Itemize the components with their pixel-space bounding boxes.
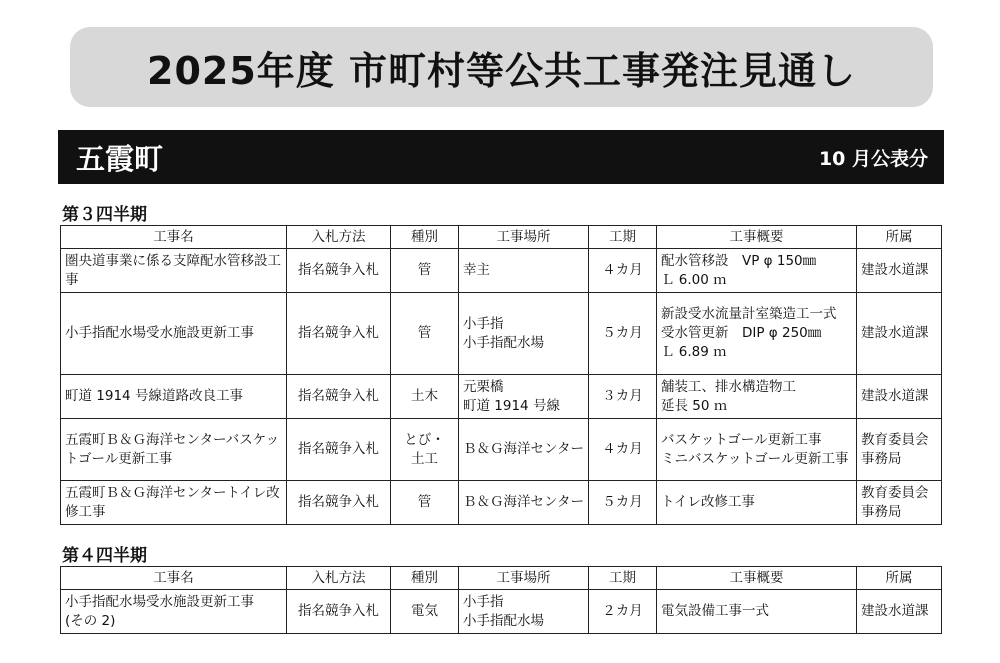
table-row	[61, 375, 942, 419]
work-place-cell: 小手指 小手指配水場	[459, 590, 589, 634]
work-place-cell: 元栗橋 町道 1914 号線	[459, 375, 589, 419]
work-name-cell: 五霞町Ｂ＆Ｇ海洋センターバスケットゴール更新工事	[61, 419, 287, 481]
summary-cell: 配水管移設 VP φ 150㎜ Ｌ 6.00 ｍ	[657, 249, 857, 293]
table-q4	[60, 566, 942, 634]
header-cell: 種別	[391, 567, 459, 590]
header-cell: 工事場所	[459, 226, 589, 249]
header-cell: 種別	[391, 226, 459, 249]
period-cell: ２カ月	[589, 590, 657, 634]
header-cell: 工事場所	[459, 567, 589, 590]
town-header-bar	[58, 130, 944, 184]
header-cell: 所属	[857, 567, 942, 590]
table-row	[61, 481, 942, 525]
department-cell: 教育委員会事務局	[857, 419, 942, 481]
section-label-q4: 第４四半期	[62, 546, 147, 566]
section-label-q3: 第３四半期	[62, 205, 147, 225]
period-cell: ５カ月	[589, 293, 657, 375]
title-banner	[70, 27, 933, 107]
work-name-cell: 五霞町Ｂ＆Ｇ海洋センタートイレ改修工事	[61, 481, 287, 525]
work-type-cell: 電気	[391, 590, 459, 634]
work-place-cell: Ｂ＆Ｇ海洋センター	[459, 481, 589, 525]
publication-label: 10 月公表分	[818, 147, 928, 170]
header-cell: 工期	[589, 567, 657, 590]
department-cell: 建設水道課	[857, 375, 942, 419]
table-row	[61, 249, 942, 293]
table-row	[61, 419, 942, 481]
work-type-cell: 管	[391, 249, 459, 293]
summary-cell: バスケットゴール更新工事 ミニバスケットゴール更新工事	[657, 419, 857, 481]
page-title: 2025年度 市町村等公共工事発注見通し	[147, 48, 856, 93]
table-row	[61, 590, 942, 634]
department-cell: 教育委員会事務局	[857, 481, 942, 525]
table-header-row	[61, 567, 942, 590]
work-place-cell: Ｂ＆Ｇ海洋センター	[459, 419, 589, 481]
work-type-cell: とび・ 土工	[391, 419, 459, 481]
period-cell: ５カ月	[589, 481, 657, 525]
summary-cell: 電気設備工事一式	[657, 590, 857, 634]
work-type-cell: 管	[391, 293, 459, 375]
department-cell: 建設水道課	[857, 590, 942, 634]
period-cell: ４カ月	[589, 419, 657, 481]
table-row	[61, 293, 942, 375]
work-name-cell: 小手指配水場受水施設更新工事 (その 2)	[61, 590, 287, 634]
bid-method-cell: 指名競争入札	[287, 419, 391, 481]
header-cell: 工事名	[61, 567, 287, 590]
table-q3	[60, 225, 942, 525]
header-cell: 工事名	[61, 226, 287, 249]
header-cell: 入札方法	[287, 567, 391, 590]
period-cell: ４カ月	[589, 249, 657, 293]
header-cell: 工事概要	[657, 226, 857, 249]
work-type-cell: 土木	[391, 375, 459, 419]
summary-cell: 舗装工、排水構造物工 延長 50 ｍ	[657, 375, 857, 419]
department-cell: 建設水道課	[857, 293, 942, 375]
bid-method-cell: 指名競争入札	[287, 249, 391, 293]
work-type-cell: 管	[391, 481, 459, 525]
work-place-cell: 小手指 小手指配水場	[459, 293, 589, 375]
bid-method-cell: 指名競争入札	[287, 590, 391, 634]
header-cell: 入札方法	[287, 226, 391, 249]
department-cell: 建設水道課	[857, 249, 942, 293]
header-cell: 工期	[589, 226, 657, 249]
summary-cell: 新設受水流量計室築造工一式 受水管更新 DIP φ 250㎜ Ｌ 6.89 ｍ	[657, 293, 857, 375]
period-cell: ３カ月	[589, 375, 657, 419]
work-name-cell: 小手指配水場受水施設更新工事	[61, 293, 287, 375]
work-name-cell: 圏央道事業に係る支障配水管移設工事	[61, 249, 287, 293]
header-cell: 工事概要	[657, 567, 857, 590]
bid-method-cell: 指名競争入札	[287, 293, 391, 375]
summary-cell: トイレ改修工事	[657, 481, 857, 525]
town-name: 五霞町	[76, 141, 164, 176]
bid-method-cell: 指名競争入札	[287, 481, 391, 525]
work-place-cell: 幸主	[459, 249, 589, 293]
bid-method-cell: 指名競争入札	[287, 375, 391, 419]
header-cell: 所属	[857, 226, 942, 249]
work-name-cell: 町道 1914 号線道路改良工事	[61, 375, 287, 419]
table-header-row	[61, 226, 942, 249]
